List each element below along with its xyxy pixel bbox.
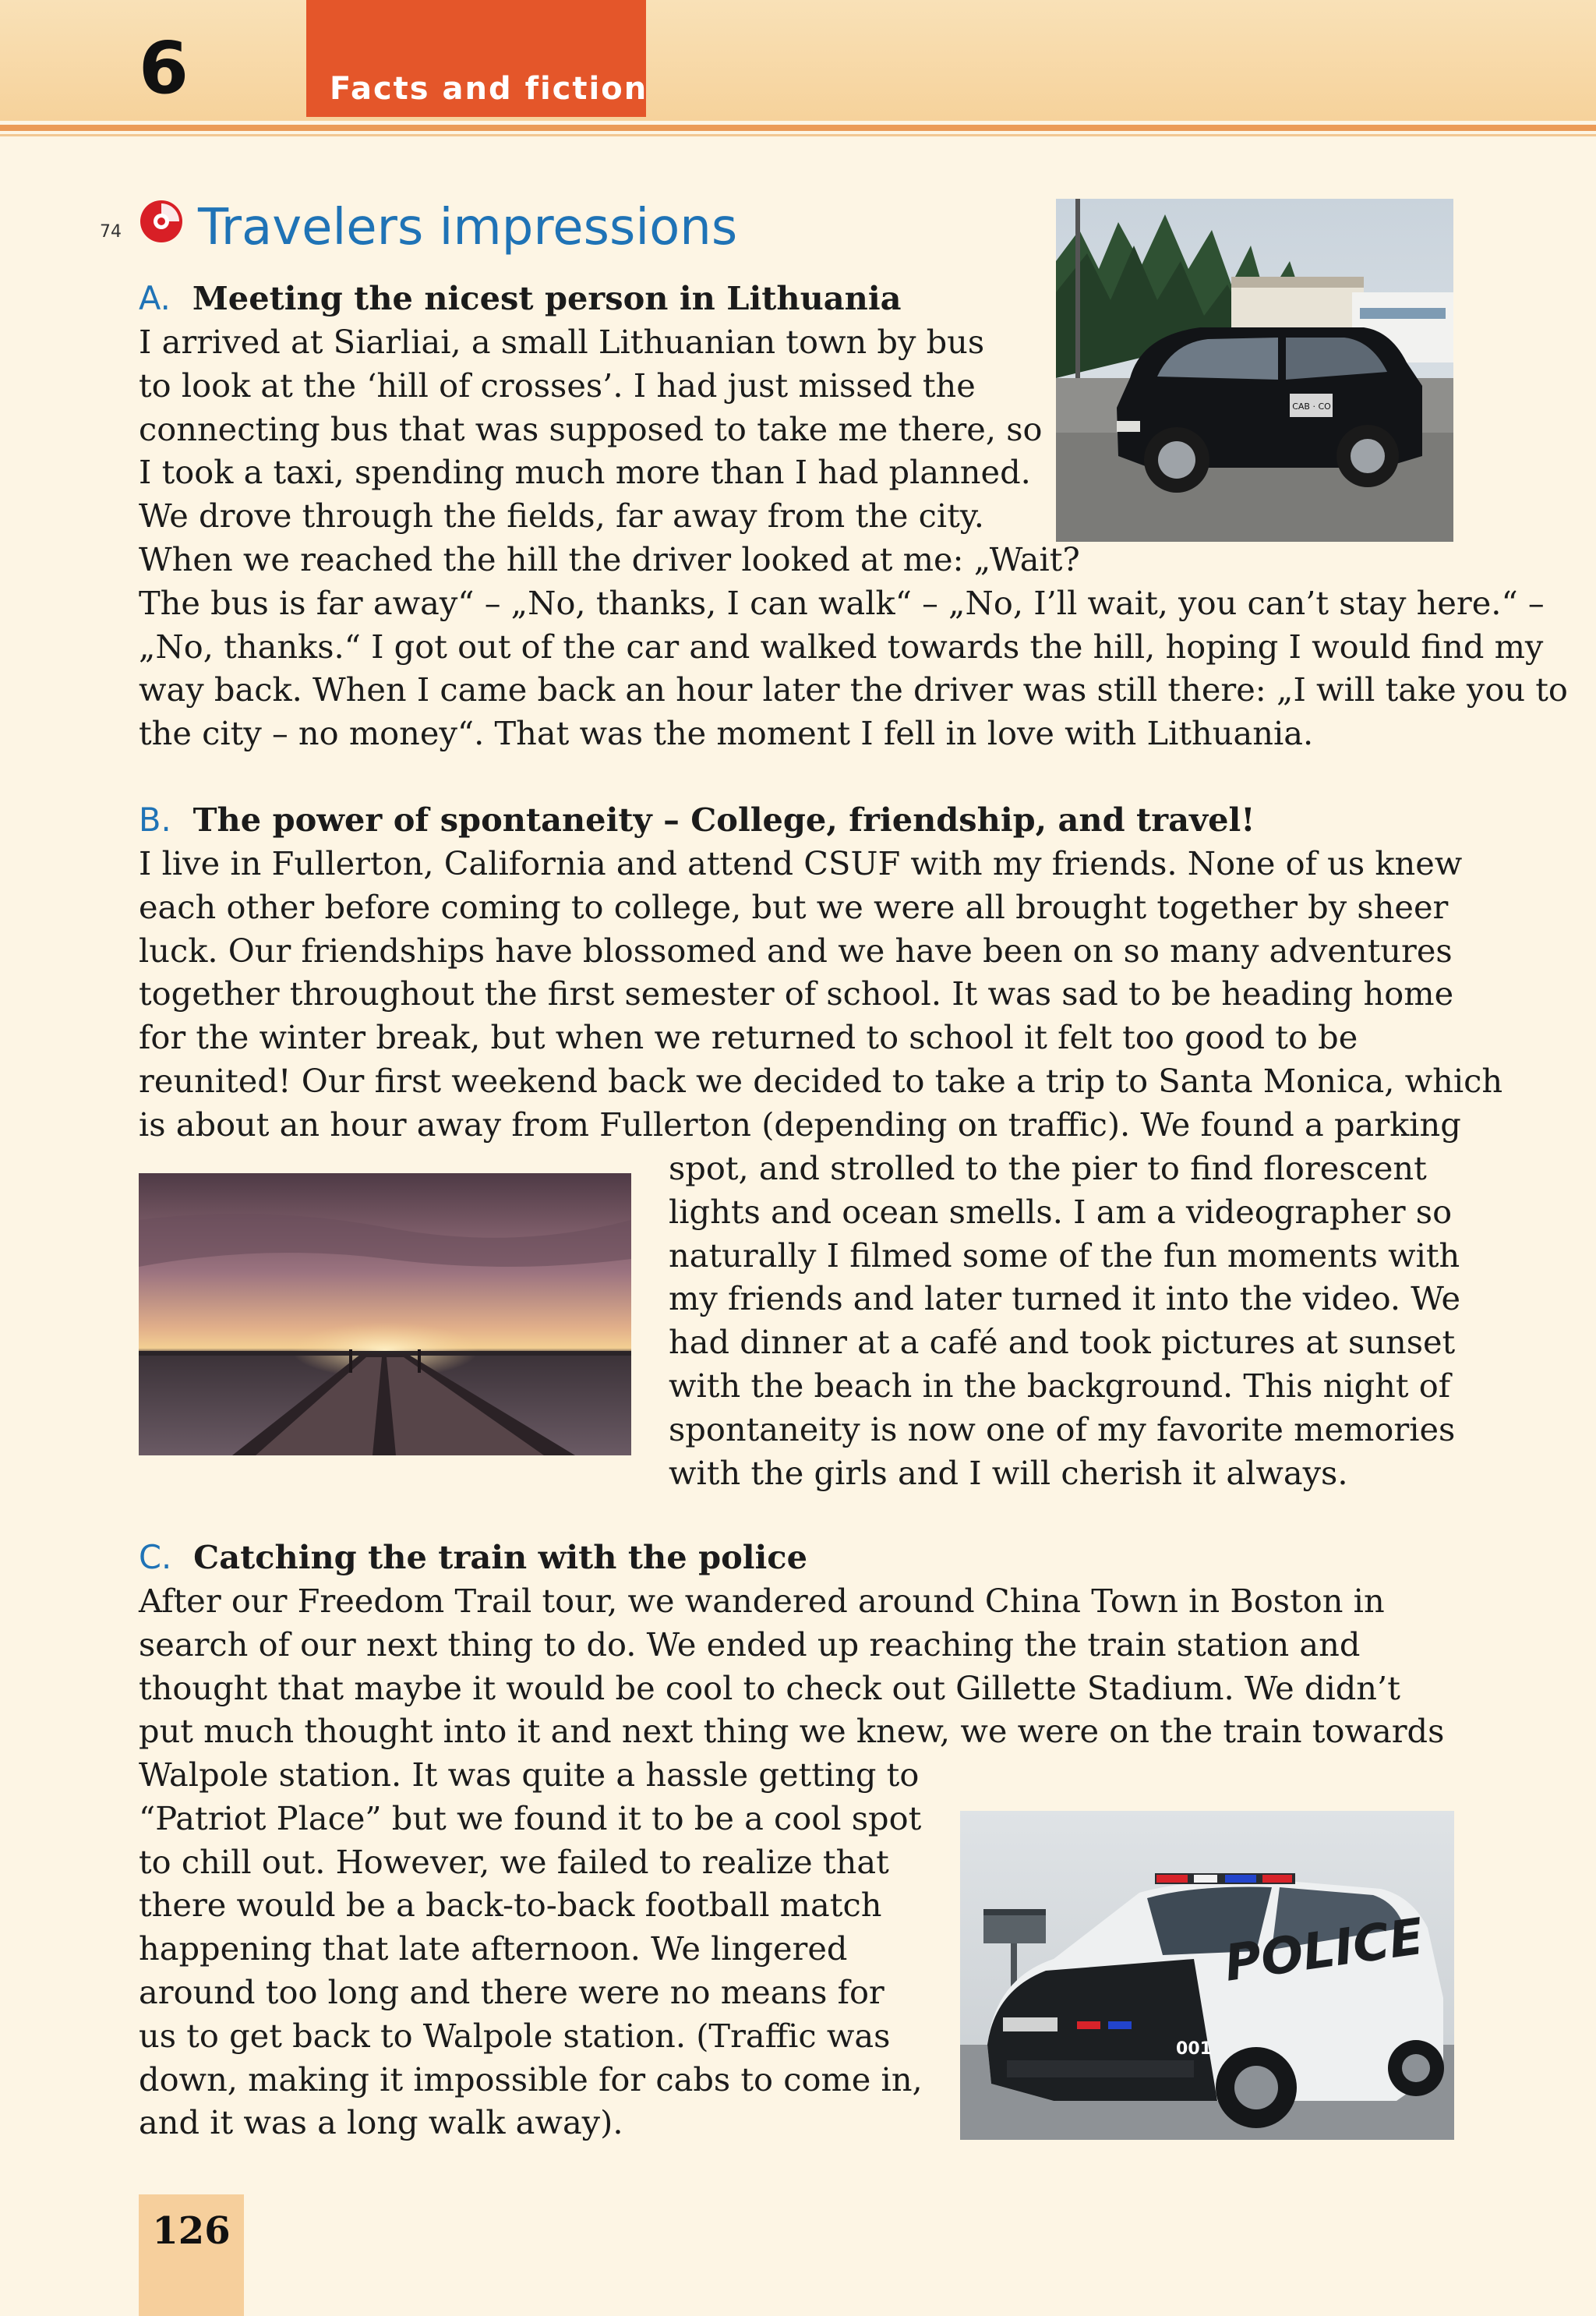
header-rule-thin [0,134,1596,136]
text-line: my friends and later turned it into the video. We [669,1279,1461,1318]
page-title: Travelers impressions [198,199,738,256]
text-line: each other before coming to college, but we were all brought together by sheer [139,887,1449,926]
header-rule [0,125,1596,131]
page-number: 126 [152,2209,231,2253]
text-line: to look at the ‘hill of crosses’. I had just missed the [139,366,976,405]
section-b-letter: B. [139,801,171,839]
chapter-number: 6 [139,27,189,110]
text-line: spontaneity is now one of my favorite memories [669,1409,1456,1448]
text-line: had dinner at a café and took pictures at sunset [669,1323,1456,1362]
text-line: to chill out. However, we failed to realize that [139,1842,889,1881]
text-line: us to get back to Walpole station. (Traffic was [139,2016,891,2055]
audio-cd-icon[interactable] [139,199,184,244]
text-line: I live in Fullerton, California and attend CSUF with my friends. None of us knew [139,844,1463,882]
section-b-heading-text: The power of spontaneity – College, friendship, and travel! [192,801,1255,839]
police-car-number: 001 [1176,2039,1212,2059]
text-line: reunited! Our first weekend back we decided to take a trip to Santa Monica, which [139,1061,1503,1100]
text-line: search of our next thing to do. We ended up reaching the train station and [139,1625,1361,1664]
text-line: I arrived at Siarliai, a small Lithuanian town by bus [139,323,985,361]
section-c-body-wrapped [139,1753,923,2145]
text-line: naturally I filmed some of the fun moments with [669,1236,1460,1275]
text-line: with the girls and I will cherish it always. [669,1453,1348,1492]
chapter-title: Facts and fiction [330,71,648,107]
text-line: spot, and strolled to the pier to find florescent [669,1149,1427,1187]
text-line: We drove through the fields, far away from the city. [139,497,984,536]
text-line: there would be a back-to-back football match [139,1886,882,1925]
text-line: Walpole station. It was quite a hassle getting to [139,1756,920,1794]
text-line: luck. Our friendships have blossomed and we have been on so many adventures [139,931,1453,970]
taxi-door-sign: CAB · CO [1292,401,1331,412]
section-c-body [139,1579,1444,1753]
chapter-header-band [0,0,1596,121]
section-b-body-wrapped [669,1147,1460,1494]
section-a-letter: A. [139,279,171,317]
text-line: together throughout the first semester of school. It was sad to be heading home [139,974,1454,1013]
text-line: way back. When I came back an hour later the driver was still there: „I will take you to [139,670,1568,709]
police-car-lettering: POLICE [1220,1908,1428,1993]
section-a-heading-text: Meeting the nicest person in Lithuania [192,279,902,317]
section-c-heading [139,1536,807,1579]
text-line: put much thought into it and next thing we knew, we were on the train towards [139,1712,1445,1751]
text-line: lights and ocean smells. I am a videographer so [669,1192,1453,1231]
text-line: “Patriot Place” but we found it to be a cool spot [139,1798,922,1837]
section-c-letter: C. [139,1538,172,1576]
text-line: happening that late afternoon. We lingered [139,1929,848,1968]
text-line: The bus is far away“ – „No, thanks, I can walk“ – „No, I’ll wait, you can’t stay here.“ – [139,583,1545,622]
pier-sunset-photo [139,1173,631,1455]
section-b-heading [139,798,1255,842]
audio-track-number: 74 [100,222,122,242]
text-line: „No, thanks.“ I got out of the car and walked towards the hill, hoping I would find my [139,627,1544,666]
text-line: connecting bus that was supposed to take me there, so [139,409,1043,448]
section-c-heading-text: Catching the train with the police [193,1538,807,1576]
text-line: is about an hour away from Fullerton (depending on traffic). We found a parking [139,1105,1461,1144]
text-line: with the beach in the background. This night of [669,1366,1451,1405]
text-line: down, making it impossible for cabs to come in, [139,2060,923,2099]
text-line: After our Freedom Trail tour, we wandered around China Town in Boston in [139,1582,1385,1620]
text-line: around too long and there were no means for [139,1972,885,2011]
text-line: for the winter break, but when we returned to school it felt too good to be [139,1018,1358,1057]
text-line: When we reached the hill the driver looked at me: „Wait? [139,539,1080,578]
text-line: and it was a long walk away). [139,2103,623,2142]
section-a-heading [139,277,901,320]
text-line: I took a taxi, spending much more than I had planned. [139,453,1031,492]
text-line: the city – no money“. That was the moment I fell in love with Lithuania. [139,714,1314,753]
police-car-photo [960,1811,1454,2140]
section-b-body [139,842,1502,1147]
text-line: thought that maybe it would be cool to check out Gillette Stadium. We didn’t [139,1668,1400,1707]
section-a-body [139,320,1568,755]
